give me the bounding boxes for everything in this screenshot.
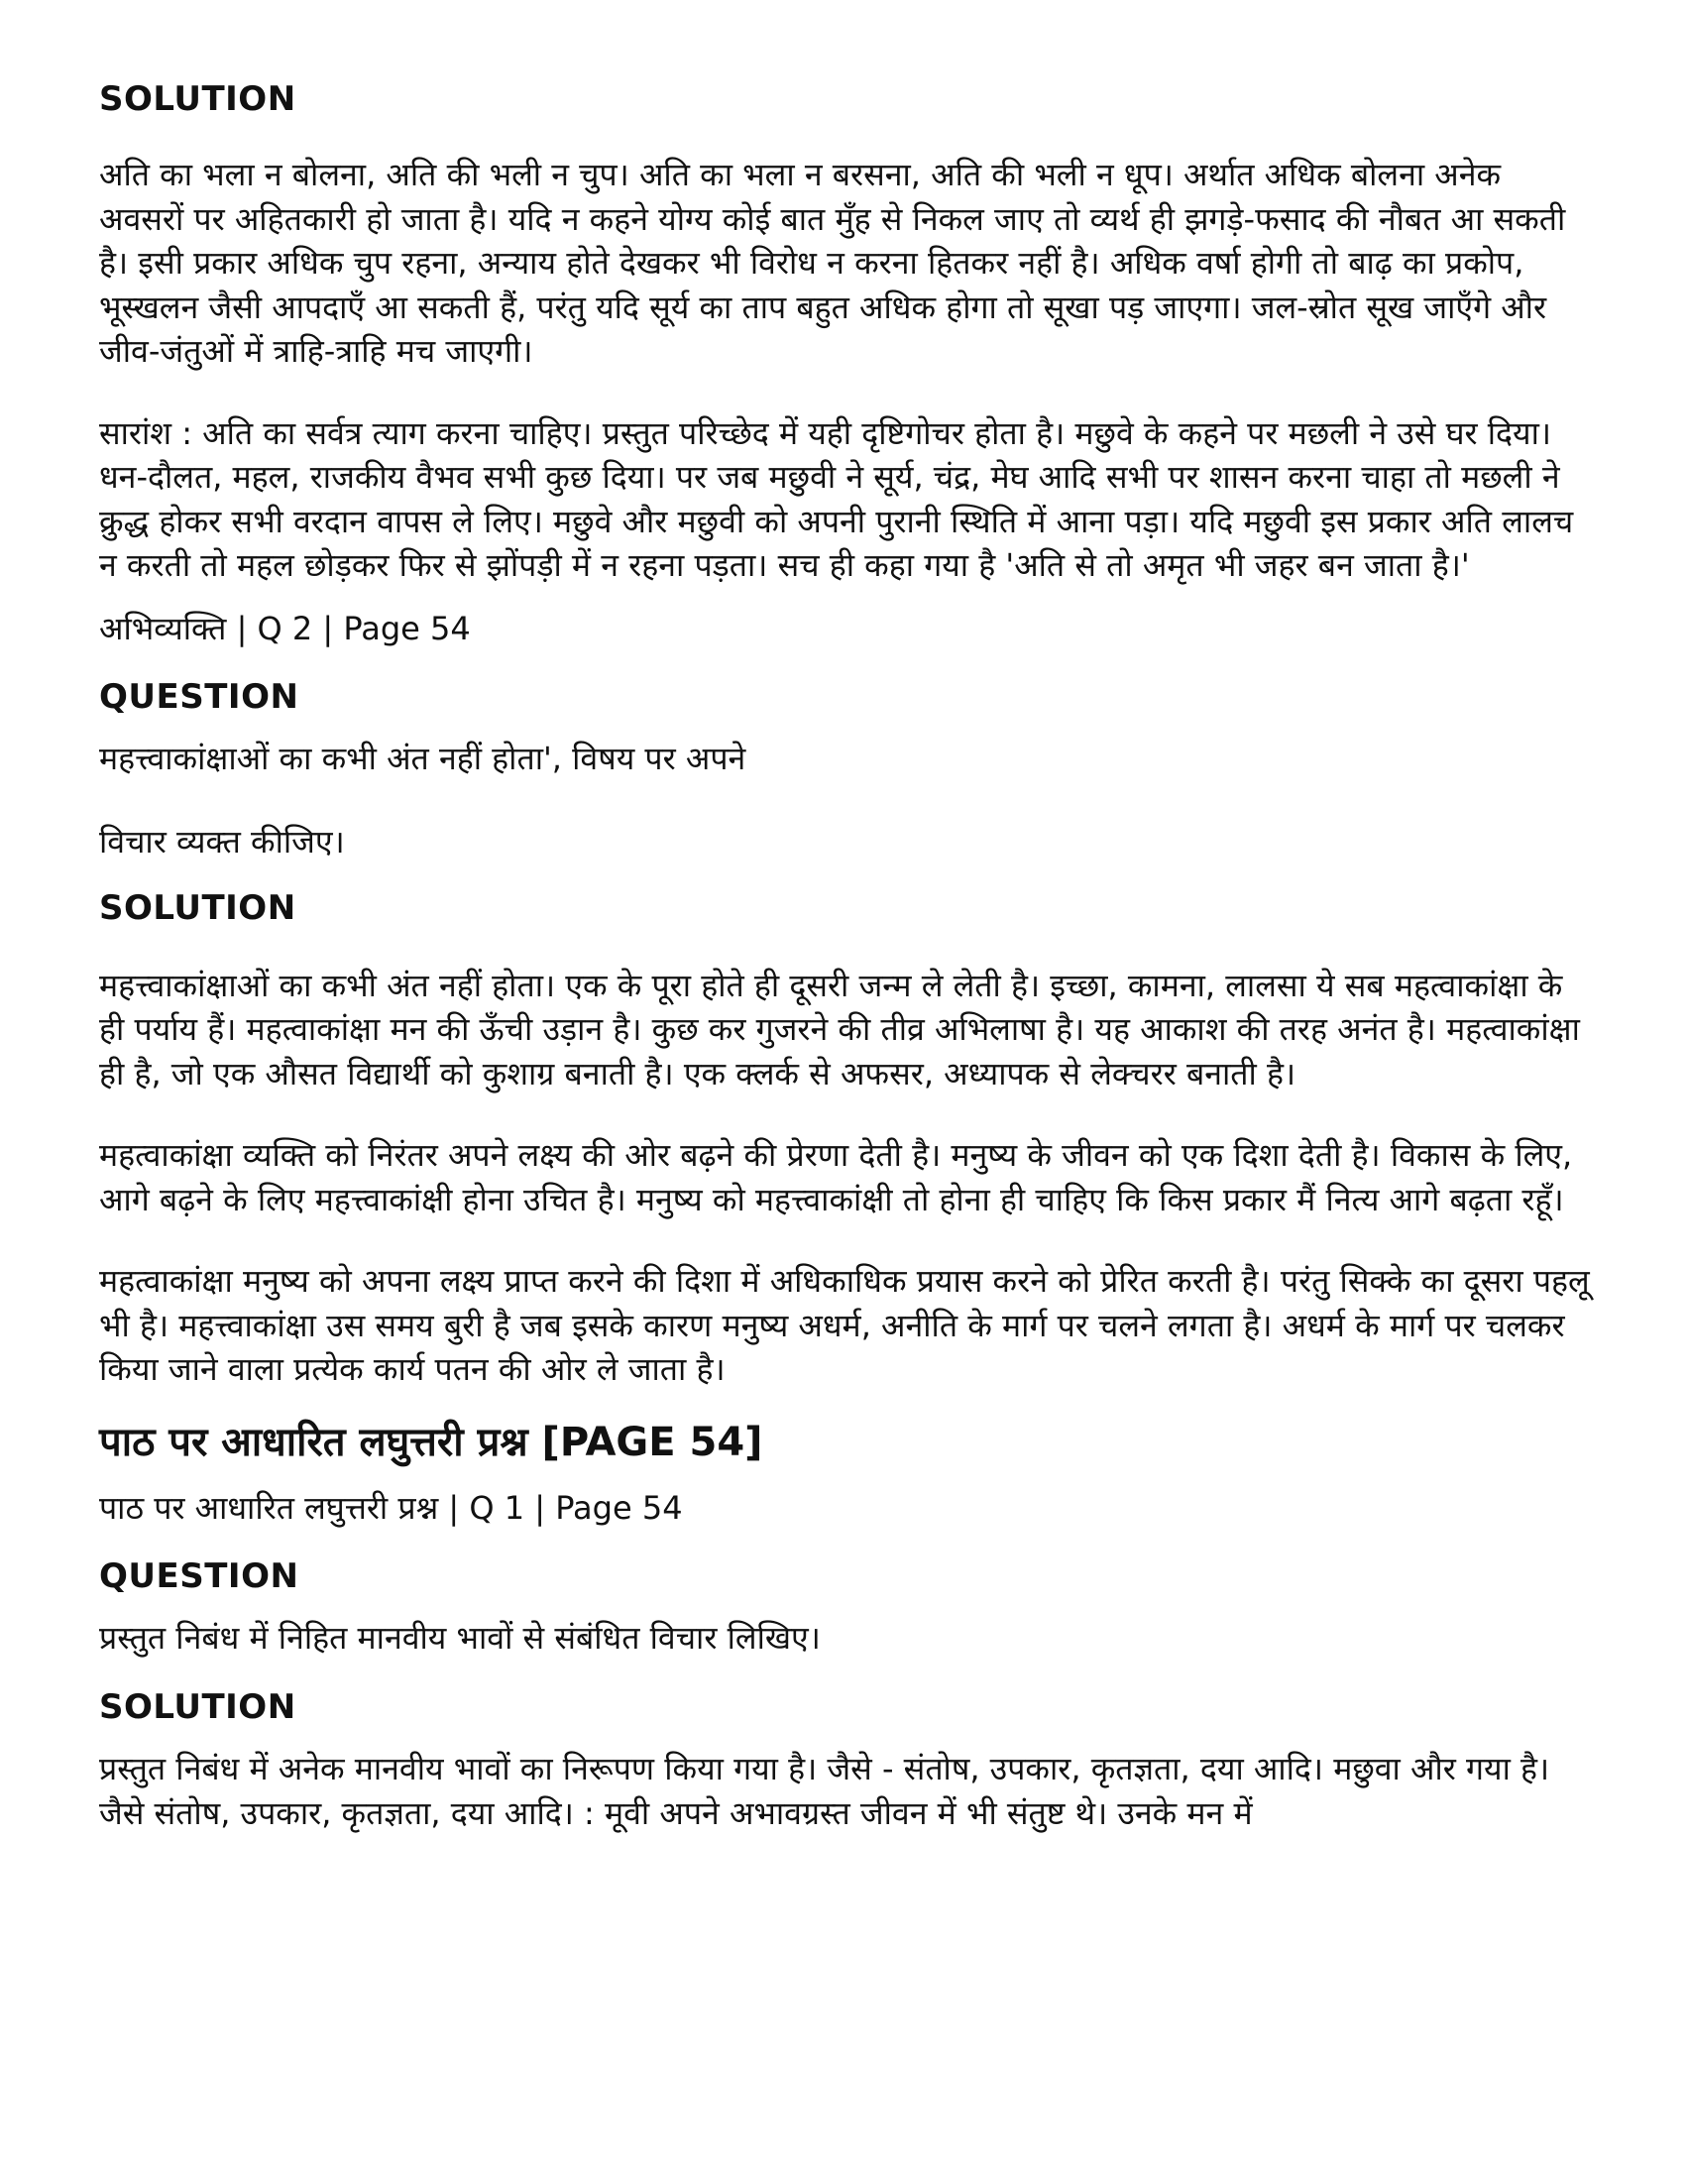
solution-heading: SOLUTION (99, 79, 296, 119)
document-page (99, 71, 1594, 1835)
solution-paragraph: महत्वाकांक्षा मनुष्य को अपना लक्ष्य प्राप्त करने की दिशा में अधिकाधिक प्रयास करने को प्रेरित करती है। परंतु सिक्के का दूसरा पहलू भी है। महत्त्वाकांक्षा उस समय बुरी है जब इसके कारण मनुष्य अधर्म, अनीति के मार्ग पर चलने लगता है। अधर्म के मार्ग पर चलकर किया जाने वाला प्रत्येक कार्य पतन की ओर ले जाता है। (99, 1262, 1590, 1388)
summary-paragraph: सारांश : अति का सर्वत्र त्याग करना चाहिए। प्रस्तुत परिच्छेद में यही दृष्टिगोचर होता है। मछुवे के कहने पर मछली ने उसे घर दिया। धन-दौलत, महल, राजकीय वैभव सभी कुछ दिया। पर जब मछुवी ने सूर्य, चंद्र, मेघ आदि सभी पर शासन करना चाहा तो मछली ने क्रुद्ध होकर सभी वरदान वापस ले लिए। मछुवे और मछुवी को अपनी पुरानी स्थिति में आना पड़ा। यदि मछुवी इस प्रकार अति लालच न करती तो महल छोड़कर फिर से झोंपड़ी में न रहना पड़ता। सच ही कहा गया है 'अति से तो अमृत भी जहर बन जाता है।' (99, 413, 1574, 584)
solution-paragraph: महत्वाकांक्षा व्यक्ति को निरंतर अपने लक्ष्य की ओर बढ़ने की प्रेरणा देती है। मनुष्य के जीवन को एक दिशा देती है। विकास के लिए, आगे बढ़ने के लिए महत्त्वाकांक्षी होना उचित है। मनुष्य को महत्त्वाकांक्षी तो होना ही चाहिए कि किस प्रकार मैं नित्य आगे बढ़ता रहूँ। (99, 1136, 1573, 1218)
solution-paragraph: अति का भला न बोलना, अति की भली न चुप। अति का भला न बरसना, अति की भली न धूप। अर्थात अधिक बोलना अनेक अवसरों पर अहितकारी हो जाता है। यदि न कहने योग्य कोई बात मुँह से निकल जाए तो व्यर्थ ही झगड़े-फसाद की नौबत आ सकती है। इसी प्रकार अधिक चुप रहना, अन्याय होते देखकर भी विरोध न करना हितकर नहीं है। अधिक वर्षा होगी तो बाढ़ का प्रकोप, भूस्खलन जैसी आपदाएँ आ सकती हैं, परंतु यदि सूर्य का ताप बहुत अधिक होगा तो सूखा पड़ जाएगा। जल-स्रोत सूख जाएँगे और जीव-जंतुओं में त्राहि-त्राहि मच जाएगी। (99, 156, 1566, 370)
question-heading: QUESTION (99, 1555, 299, 1596)
question-reference: पाठ पर आधारित लघुत्तरी प्रश्न | Q 1 | Page 54 (99, 1488, 683, 1527)
solution-heading: SOLUTION (99, 1687, 296, 1727)
solution-heading: SOLUTION (99, 887, 296, 928)
solution-paragraph: प्रस्तुत निबंध में अनेक मानवीय भावों का निरूपण किया गया है। जैसे - संतोष, उपकार, कृतज्ञता, दया आदि। मछुवा और गया है। जैसे संतोष, उपकार, कृतज्ञता, दया आदि। : मूवी अपने अभावग्रस्त जीवन में भी संतुष्ट थे। उनके मन में (99, 1750, 1550, 1832)
question-text: विचार व्यक्त कीजिए। (99, 823, 345, 861)
solution-paragraph: महत्त्वाकांक्षाओं का कभी अंत नहीं होता। एक के पूरा होते ही दूसरी जन्म ले लेती है। इच्छा, कामना, लालसा ये सब महत्वाकांक्षा के ही पर्याय हैं। महत्वाकांक्षा मन की ऊँची उड़ान है। कुछ कर गुजरने की तीव्र अभिलाषा है। यह आकाश की तरह अनंत है। महत्वाकांक्षा ही है, जो एक औसत विद्यार्थी को कुशाग्र बनाती है। एक क्लर्क से अफसर, अध्यापक से लेक्चरर बनाती है। (99, 966, 1580, 1092)
question-text: महत्त्वाकांक्षाओं का कभी अंत नहीं होता', विषय पर अपने (99, 739, 746, 777)
question-heading: QUESTION (99, 676, 299, 717)
question-text: प्रस्तुत निबंध में निहित मानवीय भावों से संबंधित विचार लिखिए। (99, 1618, 821, 1657)
question-reference: अभिव्यक्ति | Q 2 | Page 54 (99, 609, 471, 647)
section-title: पाठ पर आधारित लघुत्तरी प्रश्न [PAGE 54] (99, 1419, 763, 1465)
